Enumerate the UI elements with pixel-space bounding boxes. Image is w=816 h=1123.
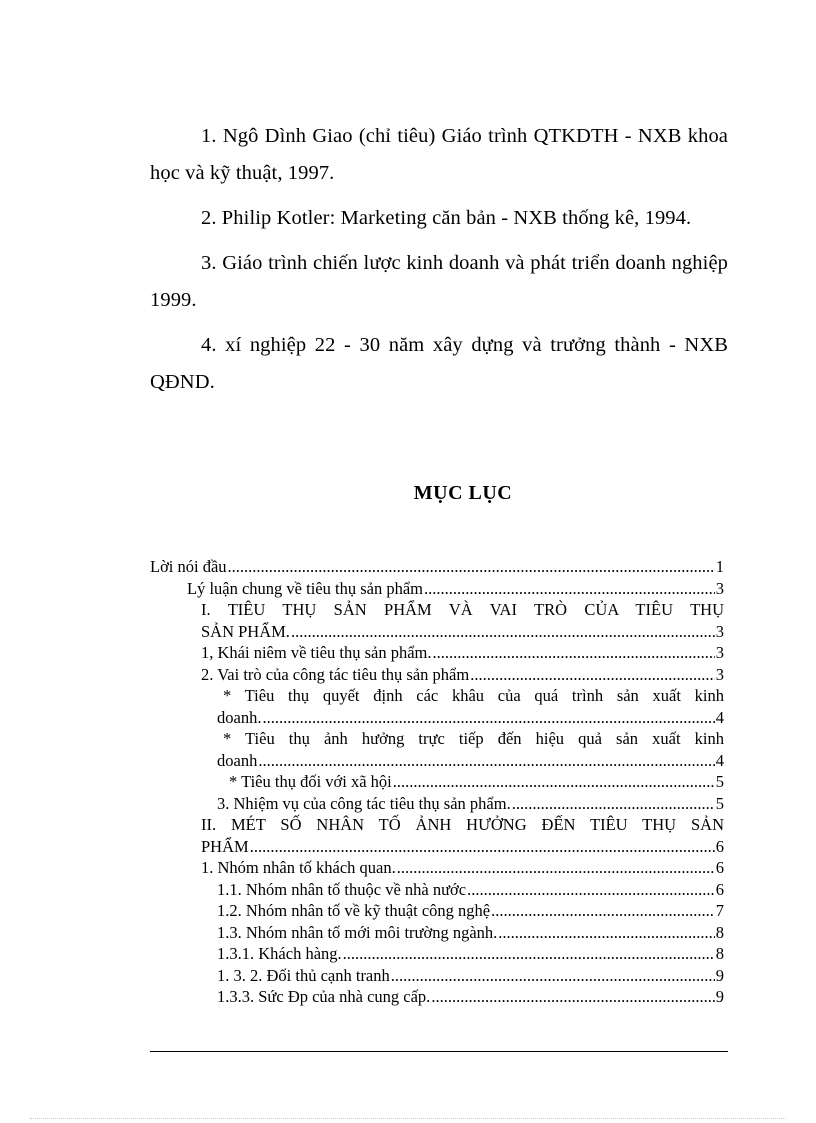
table-of-contents: [150, 556, 724, 1008]
reference-item: 4. xí nghiệp 22 - 30 năm xây dựng và trưởng thành - NXB QĐND.: [150, 334, 728, 393]
toc-page-number: 6: [715, 836, 724, 856]
toc-leader-dots: [467, 879, 715, 901]
toc-page-number: 3: [715, 578, 724, 598]
toc-entry[interactable]: [150, 900, 724, 922]
footer-divider: [150, 1051, 728, 1052]
toc-page-number: 5: [715, 772, 724, 791]
toc-entry-title-line2: SẢN PHẨM.: [201, 621, 290, 641]
toc-page-number: 8: [715, 922, 724, 942]
toc-entry-title: 1.3.3. Sức Đp của nhà cung cấp.: [217, 987, 431, 1006]
toc-entry-title: Lời nói đầu: [150, 557, 227, 576]
toc-entry[interactable]: [150, 814, 724, 857]
toc-entry[interactable]: [150, 771, 724, 793]
toc-entry-title: Lý luận chung về tiêu thụ sản phẩm: [187, 578, 423, 598]
toc-page-number: 5: [715, 793, 724, 813]
toc-entry-title-line1: * Tiêu thụ quyết định các khâu của quá trình sản xuất kinh: [223, 686, 724, 705]
toc-page-number: 8: [715, 944, 724, 963]
reference-item: 1. Ngô Dình Giao (chỉ tiêu) Giáo trình QTKDTH - NXB khoa học và kỹ thuật, 1997.: [150, 125, 728, 184]
toc-page-number: 6: [715, 858, 724, 877]
toc-page-number: 4: [715, 750, 724, 770]
toc-entry-title-line2: PHẨM: [201, 836, 249, 856]
toc-leader-dots: [491, 900, 715, 922]
toc-page-number: 9: [715, 987, 724, 1006]
toc-leader-dots: [391, 965, 715, 987]
toc-entry-title: 2. Vai trò của công tác tiêu thụ sản phẩm: [201, 664, 470, 684]
toc-entry-title: 1.3. Nhóm nhân tố mới môi trường ngành.: [217, 922, 498, 942]
toc-leader-dots: [291, 621, 715, 643]
toc-heading: MỤC LỤC: [413, 482, 513, 504]
toc-leader-dots: [512, 793, 715, 815]
reference-item: 3. Giáo trình chiến lược kinh doanh và phát triển doanh nghiệp 1999.: [150, 252, 728, 311]
toc-entry[interactable]: [150, 664, 724, 686]
toc-entry-title-line1: II. MÉT SỐ NHÂN TỐ ẢNH HƯỞNG ĐẾN TIÊU THỤ SẢN: [201, 815, 724, 834]
page-bottom-dotted-border: [30, 1118, 786, 1119]
toc-entry[interactable]: [150, 965, 724, 987]
toc-leader-dots: [433, 642, 715, 664]
toc-entry[interactable]: [150, 793, 724, 815]
toc-page-number: 3: [715, 664, 724, 684]
toc-entry-title-line1: * Tiêu thụ ảnh hưởng trực tiếp đến hiệu quả sản xuất kinh: [223, 729, 724, 748]
toc-entry-title: 1. Nhóm nhân tố khách quan.: [201, 858, 396, 877]
toc-leader-dots: [397, 857, 715, 879]
toc-leader-dots: [424, 578, 715, 600]
toc-leader-dots: [262, 707, 714, 729]
toc-page-number: 4: [715, 707, 724, 727]
toc-entry-title: 3. Nhiệm vụ của công tác tiêu thụ sản phẩm.: [217, 793, 511, 813]
toc-leader-dots: [393, 771, 715, 793]
reference-item: 2. Philip Kotler: Marketing căn bản - NXB thống kê, 1994.: [201, 207, 692, 229]
toc-entry-title: 1.1. Nhóm nhân tố thuộc về nhà nước: [217, 879, 467, 899]
toc-entry[interactable]: [150, 879, 724, 901]
toc-page-number: 7: [715, 901, 724, 920]
toc-entry[interactable]: [150, 986, 724, 1008]
toc-page-number: 1: [715, 557, 724, 576]
toc-leader-dots: [258, 750, 714, 772]
toc-entry-title: 1.3.1. Khách hàng.: [217, 944, 342, 963]
toc-entry[interactable]: [150, 642, 724, 664]
toc-entry[interactable]: [150, 943, 724, 965]
toc-entry-title: 1.2. Nhóm nhân tố về kỹ thuật công nghệ: [217, 901, 491, 920]
toc-entry[interactable]: [150, 922, 724, 944]
toc-leader-dots: [343, 943, 715, 965]
toc-page-number: 3: [715, 643, 724, 662]
toc-entry-title-line2: doanh.: [217, 707, 262, 727]
toc-leader-dots: [431, 986, 714, 1008]
toc-leader-dots: [228, 556, 715, 578]
toc-entry[interactable]: [150, 685, 724, 728]
toc-entry[interactable]: [150, 578, 724, 600]
toc-entry-title-line1: I. TIÊU THỤ SẢN PHẨM VÀ VAI TRÒ CỦA TIÊU THỤ: [201, 600, 724, 619]
toc-entry-title: 1. 3. 2. Đối thủ cạnh tranh: [217, 965, 390, 985]
reference-list: [150, 118, 728, 409]
toc-leader-dots: [498, 922, 714, 944]
toc-leader-dots: [250, 836, 715, 858]
toc-page-number: 9: [715, 965, 724, 985]
toc-entry[interactable]: [150, 728, 724, 771]
toc-entry[interactable]: [150, 857, 724, 879]
toc-leader-dots: [470, 664, 715, 686]
toc-page-number: 3: [715, 621, 724, 641]
toc-entry-title: * Tiêu thụ đối với xã hội: [229, 772, 392, 791]
toc-entry-title-line2: doanh: [217, 750, 258, 770]
toc-entry[interactable]: [150, 599, 724, 642]
toc-entry[interactable]: [150, 556, 724, 578]
toc-page-number: 6: [715, 879, 724, 899]
toc-entry-title: 1, Khái niêm về tiêu thụ sản phẩm.: [201, 643, 432, 662]
